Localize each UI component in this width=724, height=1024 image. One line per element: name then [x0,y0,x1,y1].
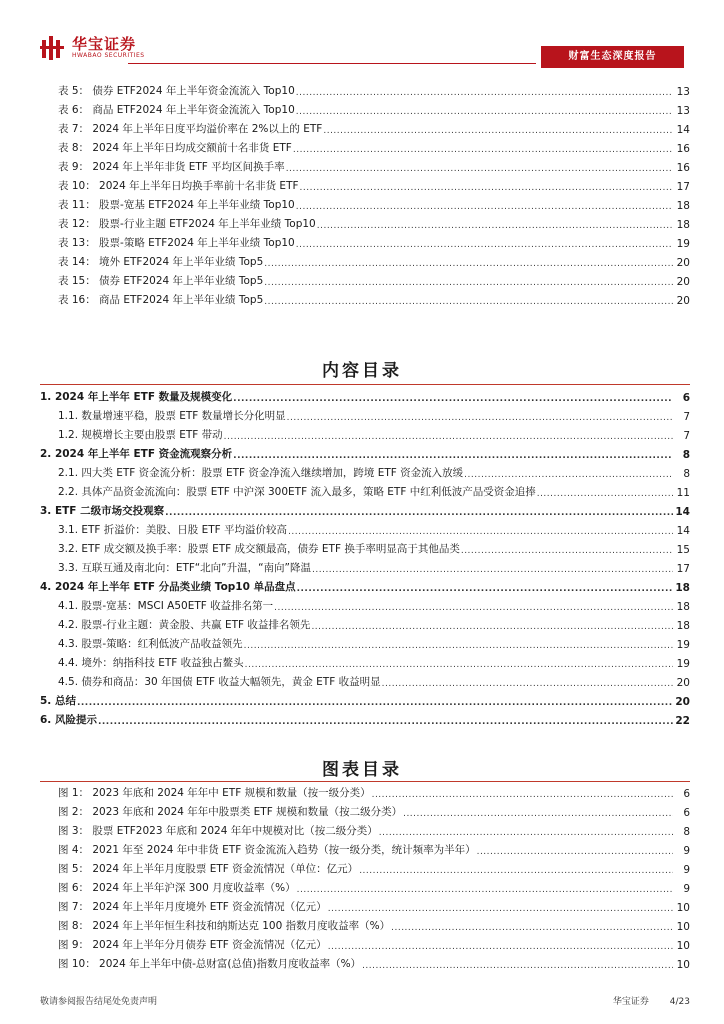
leader-dots [372,788,673,800]
contents-entry-label: 4.1. 股票-宽基：MSCI A50ETF 收益排名第一 [58,600,274,612]
leader-dots [287,411,673,423]
leader-dots [391,921,673,933]
figure-entry[interactable] [40,857,690,876]
contents-entry-page: 20 [676,677,690,689]
leader-dots [323,124,673,136]
table-entry-page: 18 [676,200,690,212]
leader-dots [245,658,673,670]
figure-entry[interactable] [40,876,690,895]
figure-entry-page: 6 [683,807,690,819]
leader-dots [296,238,673,250]
contents-entry-label: 4.4. 境外：纳指科技 ETF 收益独占鳌头 [58,657,244,669]
contents-entry-page: 18 [675,582,690,594]
leader-dots [77,696,673,708]
contents-entry-page: 11 [676,487,690,499]
table-entry[interactable] [40,269,690,288]
figure-entry[interactable] [40,838,690,857]
leader-dots [359,864,673,876]
table-entry-label: 表 8： 2024 年上半年日均成交额前十名非货 ETF [58,142,292,154]
contents-entry-page: 14 [675,506,690,518]
leader-dots [296,105,673,117]
contents-entry-page: 14 [676,525,690,537]
table-entry-label: 表 12： 股票-行业主题 ETF2024 年上半年业绩 Top10 [58,218,316,230]
table-entry[interactable] [40,193,690,212]
leader-dots [382,677,673,689]
figure-entry-page: 10 [676,940,690,952]
leader-dots [98,715,673,727]
contents-entry-page: 19 [676,658,690,670]
figures-list [40,781,690,971]
leader-dots [312,563,673,575]
leader-dots [403,807,673,819]
figure-entry[interactable] [40,952,690,971]
contents-entry-label: 4.5. 债券和商品：30 年国债 ETF 收益大幅领先，黄金 ETF 收益明显 [58,676,381,688]
figure-entry-page: 9 [683,883,690,895]
contents-entry-page: 18 [676,620,690,632]
table-entry-page: 16 [676,162,690,174]
logo-en-text: HWABAO SECURITIES [72,52,145,59]
company-logo [40,36,145,60]
figure-entry[interactable] [40,895,690,914]
figures-title: 图表目录 [322,760,402,780]
contents-entry-page: 18 [676,601,690,613]
contents-list [40,385,690,727]
figure-entry-label: 图 4： 2021 年至 2024 年中非货 ETF 资金流流入趋势（按一级分类，统计频率为半年） [58,844,476,856]
contents-entry-label: 1.2. 规模增长主要由股票 ETF 带动 [58,429,223,441]
contents-entry[interactable] [40,651,690,670]
table-entry[interactable] [40,117,690,136]
table-entry[interactable] [40,79,690,98]
header-divider [128,63,536,64]
contents-entry-page: 19 [676,639,690,651]
table-entry[interactable] [40,136,690,155]
figure-entry-page: 10 [676,902,690,914]
contents-entry-page: 8 [682,449,690,461]
contents-entry-page: 6 [682,392,690,404]
figure-entry-page: 9 [683,864,690,876]
figure-entry-page: 10 [676,959,690,971]
logo-icon [40,36,66,60]
contents-entry-page: 20 [675,696,690,708]
contents-entry[interactable] [40,499,690,518]
table-entry-label: 表 11： 股票-宽基 ETF2024 年上半年业绩 Top10 [58,199,295,211]
figure-entry-label: 图 3： 股票 ETF2023 年底和 2024 年年中规模对比（按二级分类） [58,825,378,837]
table-entry[interactable] [40,250,690,269]
figure-entry-page: 6 [683,788,690,800]
figure-entry[interactable] [40,933,690,952]
contents-entry[interactable] [40,708,690,727]
table-entry[interactable] [40,98,690,117]
figure-entry-page: 9 [683,845,690,857]
page-header [0,0,724,70]
contents-entry-label: 3.1. ETF 折溢价：美股、日股 ETF 平均溢价较高 [58,524,288,536]
leader-dots [296,86,673,98]
contents-entry[interactable] [40,404,690,423]
leader-dots [293,143,673,155]
leader-dots [362,959,673,971]
contents-entry-label: 3.2. ETF 成交额及换手率：股票 ETF 成交额最高，债券 ETF 换手率明显高于其他品类 [58,543,460,555]
contents-entry-label: 3.3. 互联互通及南北向：ETF“北向”升温，“南向”降温 [58,562,311,574]
table-entry-label: 表 7： 2024 年上半年日度平均溢价率在 2%以上的 ETF [58,123,323,135]
contents-entry[interactable] [40,518,690,537]
table-entry[interactable] [40,155,690,174]
leader-dots [537,487,673,499]
table-entry-page: 13 [676,105,690,117]
contents-entry-label: 1.1. 数量增速平稳，股票 ETF 数量增长分化明显 [58,410,286,422]
leader-dots [233,449,673,461]
figure-entry[interactable] [40,819,690,838]
contents-entry[interactable] [40,556,690,575]
contents-entry[interactable] [40,442,690,461]
figure-entry-label: 图 5： 2024 年上半年月度股票 ETF 资金流情况（单位：亿元） [58,863,359,875]
contents-entry-label: 2.1. 四大类 ETF 资金流分析：股票 ETF 资金净流入继续增加，跨境 ETF 资金流入放缓 [58,467,464,479]
contents-entry[interactable] [40,385,690,404]
leader-dots [264,295,673,307]
leader-dots [317,219,673,231]
footer-page-number: 4/23 [669,997,690,1007]
table-entry-label: 表 9： 2024 年上半年非货 ETF 平均区间换手率 [58,161,285,173]
contents-entry-page: 17 [676,563,690,575]
leader-dots [288,525,673,537]
leader-dots [379,826,673,838]
contents-entry-page: 15 [676,544,690,556]
leader-dots [274,601,673,613]
contents-entry-label: 4.3. 股票-策略：红利低波产品收益领先 [58,638,243,650]
figure-entry-label: 图 2： 2023 年底和 2024 年年中股票类 ETF 规模和数量（按二级分类） [58,806,403,818]
tables-list [40,79,690,307]
table-entry-page: 18 [676,219,690,231]
figure-entry-label: 图 8： 2024 年上半年恒生科技和纳斯达克 100 指数月度收益率（%） [58,920,391,932]
leader-dots [264,257,673,269]
figure-entry[interactable] [40,914,690,933]
table-entry-page: 20 [676,257,690,269]
leader-dots [297,582,673,594]
leader-dots [328,940,673,952]
leader-dots [464,468,673,480]
figure-entry-label: 图 1： 2023 年底和 2024 年年中 ETF 规模和数量（按一级分类） [58,787,371,799]
table-entry-page: 20 [676,295,690,307]
report-type-badge: 财富生态深度报告 [541,46,684,68]
figure-entry[interactable] [40,800,690,819]
table-entry-page: 19 [676,238,690,250]
table-entry-page: 14 [676,124,690,136]
logo-cn-text: 华宝证券 [72,35,137,53]
leader-dots [264,276,673,288]
leader-dots [477,845,673,857]
footer-brand: 华宝证券 [612,997,649,1007]
contents-title: 内容目录 [322,361,402,381]
figure-entry-label: 图 10： 2024 年上半年中债-总财富(总值)指数月度收益率（%） [58,958,362,970]
contents-entry-page: 22 [675,715,690,727]
figure-entry[interactable] [40,781,690,800]
table-entry-label: 表 14： 境外 ETF2024 年上半年业绩 Top5 [58,256,264,268]
contents-entry[interactable] [40,670,690,689]
contents-entry-label: 5. 总结 [40,695,76,707]
contents-entry[interactable] [40,461,690,480]
contents-entry-label: 4.2. 股票-行业主题：黄金股、共赢 ETF 收益排名领先 [58,619,311,631]
contents-entry-label: 1. 2024 年上半年 ETF 数量及规模变化 [40,391,233,403]
figure-entry-label: 图 7： 2024 年上半年月度境外 ETF 资金流情况（亿元） [58,901,327,913]
contents-entry-page: 8 [683,468,690,480]
contents-entry[interactable] [40,689,690,708]
table-entry[interactable] [40,288,690,307]
contents-entry[interactable] [40,537,690,556]
table-entry-page: 16 [676,143,690,155]
contents-entry[interactable] [40,423,690,442]
contents-entry[interactable] [40,594,690,613]
leader-dots [328,902,673,914]
table-entry[interactable] [40,212,690,231]
contents-entry[interactable] [40,575,690,594]
table-entry-label: 表 16： 商品 ETF2024 年上半年业绩 Top5 [58,294,264,306]
contents-entry-label: 4. 2024 年上半年 ETF 分品类业绩 Top10 单品盘点 [40,581,296,593]
table-entry[interactable] [40,231,690,250]
leader-dots [165,506,673,518]
contents-entry[interactable] [40,632,690,651]
leader-dots [300,181,673,193]
table-entry-label: 表 5： 债券 ETF2024 年上半年资金流流入 Top10 [58,85,295,97]
contents-entry-page: 7 [683,411,690,423]
table-entry-page: 13 [676,86,690,98]
leader-dots [296,200,673,212]
figure-entry-label: 图 9： 2024 年上半年分月债券 ETF 资金流情况（亿元） [58,939,327,951]
contents-entry-label: 3. ETF 二级市场交投观察 [40,505,165,517]
contents-entry[interactable] [40,613,690,632]
leader-dots [224,430,673,442]
table-entry-page: 17 [676,181,690,193]
figure-entry-label: 图 6： 2024 年上半年沪深 300 月度收益率（%） [58,882,296,894]
figure-entry-page: 8 [683,826,690,838]
footer-disclaimer: 敬请参阅报告结尾处免责声明 [40,997,158,1007]
contents-entry-label: 6. 风险提示 [40,714,97,726]
table-entry-label: 表 15： 债券 ETF2024 年上半年业绩 Top5 [58,275,264,287]
contents-entry-label: 2. 2024 年上半年 ETF 资金流观察分析 [40,448,233,460]
table-entry-label: 表 13： 股票-策略 ETF2024 年上半年业绩 Top10 [58,237,295,249]
leader-dots [311,620,673,632]
leader-dots [233,392,673,404]
figure-entry-page: 10 [676,921,690,933]
leader-dots [297,883,673,895]
table-entry[interactable] [40,174,690,193]
table-entry-label: 表 10： 2024 年上半年日均换手率前十名非货 ETF [58,180,299,192]
table-entry-page: 20 [676,276,690,288]
contents-entry-page: 7 [683,430,690,442]
contents-entry[interactable] [40,480,690,499]
contents-entry-label: 2.2. 具体产品资金流流向：股票 ETF 中沪深 300ETF 流入最多，策略 ETF 中红利低波产品受资金追捧 [58,486,536,498]
table-entry-label: 表 6： 商品 ETF2024 年上半年资金流流入 Top10 [58,104,295,116]
leader-dots [461,544,673,556]
leader-dots [244,639,673,651]
leader-dots [286,162,673,174]
